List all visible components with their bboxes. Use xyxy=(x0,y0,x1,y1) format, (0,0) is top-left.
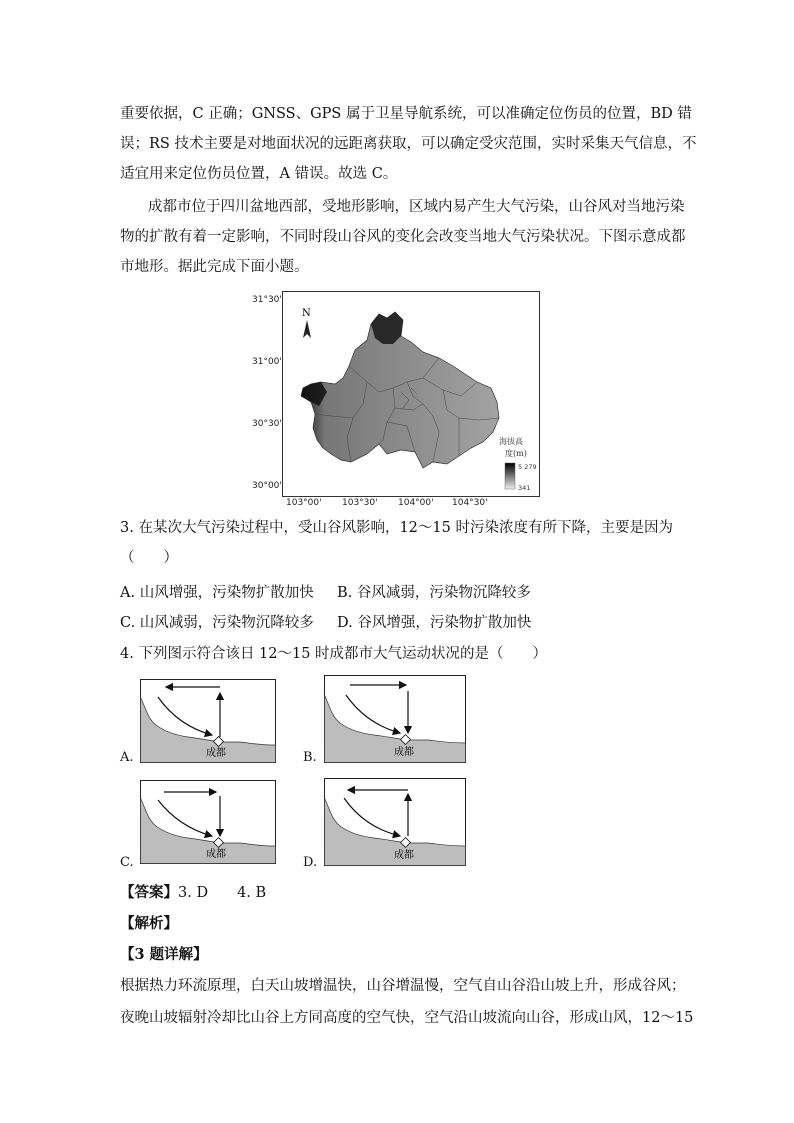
legend-gradient xyxy=(505,463,515,489)
legend-title: 海拔高 xyxy=(499,437,523,446)
explanation-line: 夜晚山坡辐射冷却比山谷上方同高度的空气快，空气沿山坡流向山谷，形成山风，12～15 xyxy=(120,1010,694,1026)
lon-label: 103°30' xyxy=(342,498,378,508)
legend-min: 341 xyxy=(518,484,531,492)
north-arrow-icon xyxy=(303,320,311,338)
answer-line xyxy=(120,883,266,903)
lat-label: 30°00' xyxy=(252,481,282,491)
legend-title: 度(m) xyxy=(505,449,527,458)
lon-label: 103°00' xyxy=(286,498,322,508)
diagram-b[interactable] xyxy=(324,675,466,763)
paragraph-line: 误；RS 技术主要是对地面状况的远距离获取，可以确定受灾范围，实时采集天气信息，不 xyxy=(120,136,697,152)
city-label: 成都 xyxy=(394,850,414,861)
diagram-a[interactable] xyxy=(140,679,276,763)
diagram-letter: A. xyxy=(120,750,134,765)
diagram-letter: B. xyxy=(303,750,317,765)
analysis-label: 【解析】 xyxy=(120,915,178,932)
paragraph-line: 市地形。据此完成下面小题。 xyxy=(120,259,309,275)
paragraph-line: 成都市位于四川盆地西部，受地形影响，区域内易产生大气污染，山谷风对当地污染 xyxy=(148,199,685,215)
paragraph-line: 物的扩散有着一定影响，不同时段山谷风的变化会改变当地大气污染状况。下图示意成都 xyxy=(120,229,686,245)
city-label: 成都 xyxy=(394,747,414,758)
city-label: 成都 xyxy=(206,849,226,860)
q3-option-c[interactable]: C. 山风减弱，污染物沉降较多 xyxy=(120,615,314,631)
lat-label: 31°30' xyxy=(252,295,282,305)
lat-label: 31°00' xyxy=(252,357,282,367)
q3-stem: 3. 在某次大气污染过程中，受山谷风影响，12～15 时污染浓度有所下降，主要是因为 xyxy=(120,520,673,536)
q3-option-b[interactable]: B. 谷风减弱，污染物沉降较多 xyxy=(337,585,531,601)
city-label: 成都 xyxy=(206,748,226,759)
q4-stem: 4. 下列图示符合该日 12～15 时成都市大气运动状况的是（ ） xyxy=(120,646,548,662)
terrain-map-svg xyxy=(283,292,539,496)
q3-option-a[interactable]: A. 山风增强，污染物扩散加快 xyxy=(120,585,314,601)
answer-label: 【答案】 xyxy=(120,884,178,901)
diagram-letter: C. xyxy=(120,855,134,870)
legend-max: 5 279 xyxy=(518,463,537,471)
paragraph-line: 重要依据，C 正确；GNSS、GPS 属于卫星导航系统，可以准确定位伤员的位置，BD 错 xyxy=(120,106,692,122)
lat-label: 30°30' xyxy=(252,419,282,429)
q3-paren: （ ） xyxy=(120,550,178,566)
lon-label: 104°30' xyxy=(452,498,488,508)
detail-label: 【3 题详解】 xyxy=(120,946,208,963)
diagram-d[interactable] xyxy=(324,778,466,866)
terrain-map xyxy=(282,291,540,497)
q3-option-d[interactable]: D. 谷风增强，污染物扩散加快 xyxy=(337,615,532,631)
paragraph-line: 适宜用来定位伤员位置，A 错误。故选 C。 xyxy=(120,166,398,182)
diagram-letter: D. xyxy=(303,855,318,870)
north-label: N xyxy=(302,308,311,319)
answer-text: 3. D 4. B xyxy=(178,885,267,901)
diagram-c[interactable] xyxy=(140,780,276,864)
explanation-line: 根据热力环流原理，白天山坡增温快，山谷增温慢，空气自山谷沿山坡上升，形成谷风； xyxy=(120,978,686,994)
lon-label: 104°00' xyxy=(398,498,434,508)
